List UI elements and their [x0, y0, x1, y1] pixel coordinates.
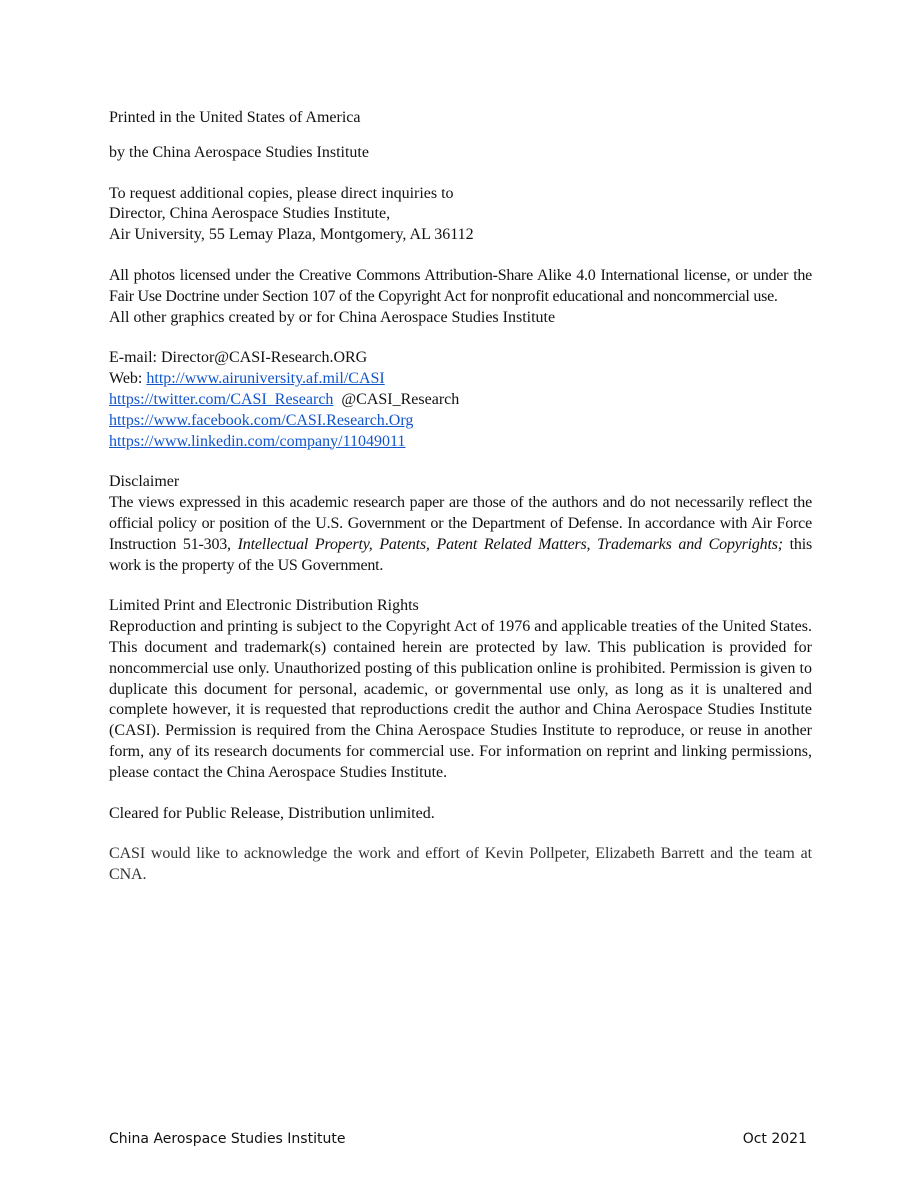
twitter-link[interactable]: https://twitter.com/CASI_Research [109, 390, 334, 408]
rights-text: Reproduction and printing is subject to the Copyright Act of 1976 and applicable treaties of the United States. This document and trademark(s) contained herein are protected by law. This publication is provided for noncommercial use only. Unauthorized posting of this publication online is prohibited. Permission is given to duplicate this document for personal, academic, or governmental use only, as long as it is unaltered and complete however, it is requested that reproductions credit the author and China Aerospace Studies Institute (CASI). Permission is required from the China Aerospace Studies Institute to reproduce, or reuse in another form, any of its research documents for commercial use. For information on reprint and linking permissions, please contact the China Aerospace Studies Institute. [109, 618, 812, 781]
disclaimer-italic-title: Intellectual Property, Patents, Patent Related Matters, Trademarks and Copyrights; [237, 535, 783, 553]
linkedin-link[interactable]: https://www.linkedin.com/company/11049011 [109, 432, 406, 450]
request-line-1: To request additional copies, please direct inquiries to [109, 184, 454, 202]
footer-date: Oct 2021 [742, 1131, 807, 1147]
contact-block [109, 348, 812, 452]
facebook-link[interactable]: https://www.facebook.com/CASI.Research.Org [109, 411, 414, 429]
request-address: Air University, 55 Lemay Plaza, Montgomery, AL 36112 [109, 226, 474, 244]
cleared-statement: Cleared for Public Release, Distribution unlimited. [109, 804, 435, 822]
email-line: E-mail: Director@CASI-Research.ORG [109, 349, 368, 367]
web-label: Web: [109, 370, 147, 388]
facebook-line [109, 411, 812, 432]
document-body [109, 108, 812, 886]
disclaimer-text-before: The views expressed in this academic research paper are those of the authors and do not necessarily reflect the official policy or position of the U.S. Government or the Department of Defense. In accordance with Air Force Instruction 51-303, [109, 494, 812, 553]
web-link[interactable]: http://www.airuniversity.af.mil/CASI [146, 370, 385, 388]
acknowledgement: CASI would like to acknowledge the work and effort of Kevin Pollpeter, Elizabeth Barrett and the team at CNA. [109, 845, 812, 884]
rights-heading: Limited Print and Electronic Distribution Rights [109, 597, 419, 615]
page-footer [109, 1131, 807, 1147]
disclaimer-heading: Disclaimer [109, 473, 180, 491]
linkedin-line [109, 432, 812, 453]
photo-license-text: All photos licensed under the Creative Commons Attribution-Share Alike 4.0 International license, or under the Fair Use Doctrine under Section 107 of the Copyright Act for nonprofit educational and noncommercial use. [109, 266, 812, 305]
distribution-rights-block [109, 596, 812, 783]
disclaimer-text [109, 493, 812, 576]
disclaimer-text-after: this work is the property of the US Government. [109, 535, 812, 574]
graphics-credit: All other graphics created by or for China Aerospace Studies Institute [109, 308, 556, 326]
photo-license-block [109, 266, 812, 328]
footer-institute: China Aerospace Studies Institute [109, 1131, 346, 1147]
twitter-handle: @CASI_Research [341, 390, 460, 408]
twitter-line [109, 390, 812, 411]
disclaimer-block [109, 472, 812, 576]
request-copies-block [109, 184, 812, 246]
web-line [109, 369, 812, 390]
publisher-line: by the China Aerospace Studies Institute [109, 143, 369, 161]
printed-line: Printed in the United States of America [109, 109, 361, 126]
request-line-2: Director, China Aerospace Studies Institute, [109, 205, 391, 223]
